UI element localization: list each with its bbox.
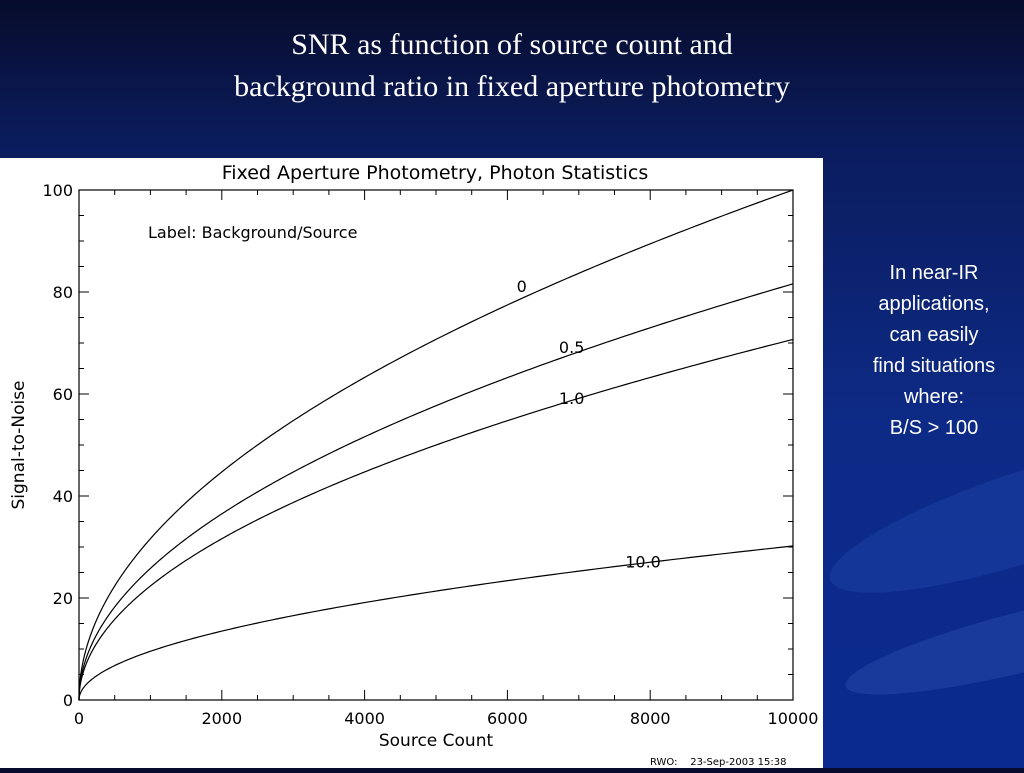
x-tick-label: 4000 [344, 709, 385, 728]
snr-chart [0, 158, 823, 768]
y-tick-label: 100 [42, 181, 73, 200]
side-note-line: where: [903, 386, 965, 408]
series-line-10-0 [79, 546, 793, 700]
y-tick-label: 60 [52, 385, 73, 404]
x-tick-label: 6000 [487, 709, 528, 728]
side-note-line: In near-IR [889, 262, 979, 284]
y-tick-label: 40 [52, 487, 73, 506]
plot-panel [0, 158, 823, 768]
series-label: 1.0 [558, 389, 585, 409]
y-axis-label: Signal-to-Noise [9, 380, 29, 510]
background-swoosh [838, 565, 1024, 715]
chart-title: Fixed Aperture Photometry, Photon Statistics [221, 162, 649, 184]
axis-ticks [42, 181, 818, 728]
series-label: 0.5 [558, 338, 585, 358]
slide-title-line: SNR as function of source count and [291, 28, 733, 61]
series-labels [517, 277, 661, 571]
side-note [846, 258, 1022, 444]
side-note-line: can easily [889, 324, 979, 346]
y-tick-label: 20 [52, 589, 73, 608]
x-tick-label: 8000 [629, 709, 671, 728]
y-tick-label: 80 [52, 283, 73, 302]
series-lines [79, 190, 793, 700]
series-line-1-0 [79, 339, 793, 700]
series-label: 0 [516, 277, 527, 296]
x-axis-label: Source Count [378, 731, 494, 751]
y-tick-label: 0 [62, 691, 73, 710]
timestamp-footer: RWO: 23-Sep-2003 15:38 [650, 757, 787, 768]
side-note-line: B/S > 100 [889, 417, 979, 439]
side-note-line: find situations [872, 355, 996, 377]
side-note-line: applications, [878, 293, 990, 315]
series-line-0-5 [79, 284, 793, 700]
slide-title-line: background ratio in fixed aperture photometry [234, 70, 790, 103]
x-tick-label: 10000 [767, 709, 819, 728]
chart-annotation: Label: Background/Source [148, 223, 358, 242]
x-tick-label: 0 [73, 709, 85, 728]
series-label: 10.0 [625, 552, 661, 572]
slide-title [0, 24, 1024, 108]
x-tick-label: 2000 [201, 709, 243, 728]
